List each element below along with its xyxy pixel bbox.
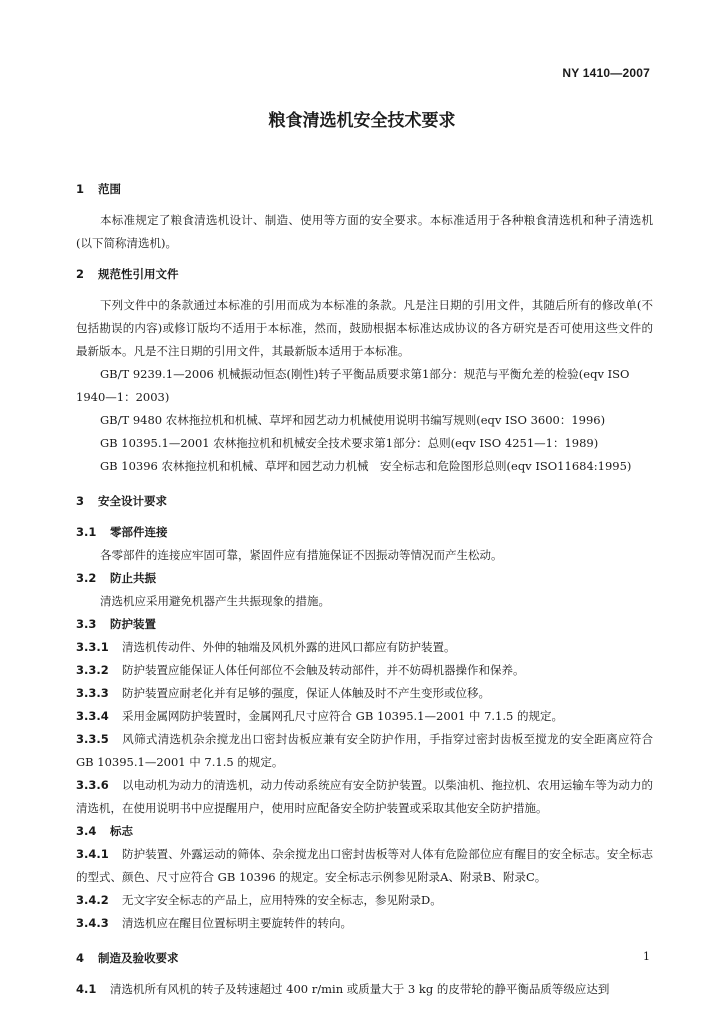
clause-item: 3.3.1 清选机传动件、外伸的轴端及风机外露的进风口都应有防护装置。 xyxy=(76,640,456,654)
document-body xyxy=(76,178,653,1001)
clause-item: 3.4.3 清选机应在醒目位置标明主要旋转件的转向。 xyxy=(76,916,352,930)
clause-item: 4.1 清选机所有风机的转子及转速超过 400 r/min 或质量大于 3 kg 的皮带轮的静平衡品质等级应达到 xyxy=(76,982,610,996)
section-heading-4: 4 制造及验收要求 xyxy=(76,951,179,965)
section-heading-1: 1 范围 xyxy=(76,182,121,196)
clause-item: 3.3.2 防护装置应能保证人体任何部位不会触及转动部件，并不妨碍机器操作和保养。 xyxy=(76,663,525,677)
section-heading-3: 3 安全设计要求 xyxy=(76,494,167,508)
clause-item: 3.4.2 无文字安全标志的产品上，应用特殊的安全标志，参见附录D。 xyxy=(76,893,442,907)
subsection-heading-3-3: 3.3 防护装置 xyxy=(76,617,156,631)
reference-item: GB/T 9480 农林拖拉机和机械、草坪和园艺动力机械使用说明书编写规则(eqv ISO 3600：1996) xyxy=(100,413,606,427)
clause-item: 3.3.3 防护装置应耐老化并有足够的强度，保证人体触及时不产生变形或位移。 xyxy=(76,686,490,700)
clause-item: 3.3.6 以电动机为动力的清选机，动力传动系统应有安全防护装置。以柴油机、拖拉机、农用运输车等为动力的清选机，在使用说明书中应提醒用户，使用时应配备安全防护装置或采取其他安全防护措施。 xyxy=(76,778,653,815)
page-number: 1 xyxy=(643,950,650,963)
subsection-heading-3-4: 3.4 标志 xyxy=(76,824,133,838)
subsection-3-2-text: 清选机应采用避免机器产生共振现象的措施。 xyxy=(100,594,330,608)
clause-item: 3.4.1 防护装置、外露运动的筛体、杂余搅龙出口密封齿板等对人体有危险部位应有醒目的安全标志。安全标志的型式、颜色、尺寸应符合 GB 10396 的规定。安全标志示例参见附录A、附录B、附录C。 xyxy=(76,847,653,884)
clause-item: 3.3.4 采用金属网防护装置时，金属网孔尺寸应符合 GB 10395.1—2001 中 7.1.5 的规定。 xyxy=(76,709,563,723)
subsection-heading-3-1: 3.1 零部件连接 xyxy=(76,525,168,539)
subsection-3-1-text: 各零部件的连接应牢固可靠，紧固件应有措施保证不因振动等情况而产生松动。 xyxy=(100,548,503,562)
section-2-text: 下列文件中的条款通过本标准的引用而成为本标准的条款。凡是注日期的引用文件，其随后所有的修改单(不包括勘误的内容)或修订版均不适用于本标准，然而，鼓励根据本标准达成协议的各方研究是否可使用这些文件的最新版本。凡是不注日期的引用文件，其最新版本适用于本标准。 xyxy=(76,298,653,358)
section-1-text: 本标准规定了粮食清选机设计、制造、使用等方面的安全要求。本标准适用于各种粮食清选机和种子清选机(以下简称清选机)。 xyxy=(76,213,653,250)
reference-item: GB 10395.1—2001 农林拖拉机和机械安全技术要求第1部分：总则(eqv ISO 4251—1：1989) xyxy=(100,436,599,450)
standard-code: NY 1410—2007 xyxy=(562,66,650,80)
document-title: 粮食清选机安全技术要求 xyxy=(268,111,456,131)
reference-item: GB 10396 农林拖拉机和机械、草坪和园艺动力机械 安全标志和危险图形总则(eqv ISO11684:1995) xyxy=(100,459,632,473)
section-heading-2: 2 规范性引用文件 xyxy=(76,267,179,281)
reference-item: GB/T 9239.1—2006 机械振动恒态(刚性)转子平衡品质要求第1部分：规范与平衡允差的检验(eqv ISO 1940—1：2003) xyxy=(76,367,630,404)
clause-item: 3.3.5 风筛式清选机杂余搅龙出口密封齿板应兼有安全防护作用，手指穿过密封齿板至搅龙的安全距离应符合 GB 10395.1—2001 中 7.1.5 的规定。 xyxy=(76,732,653,769)
subsection-heading-3-2: 3.2 防止共振 xyxy=(76,571,156,585)
